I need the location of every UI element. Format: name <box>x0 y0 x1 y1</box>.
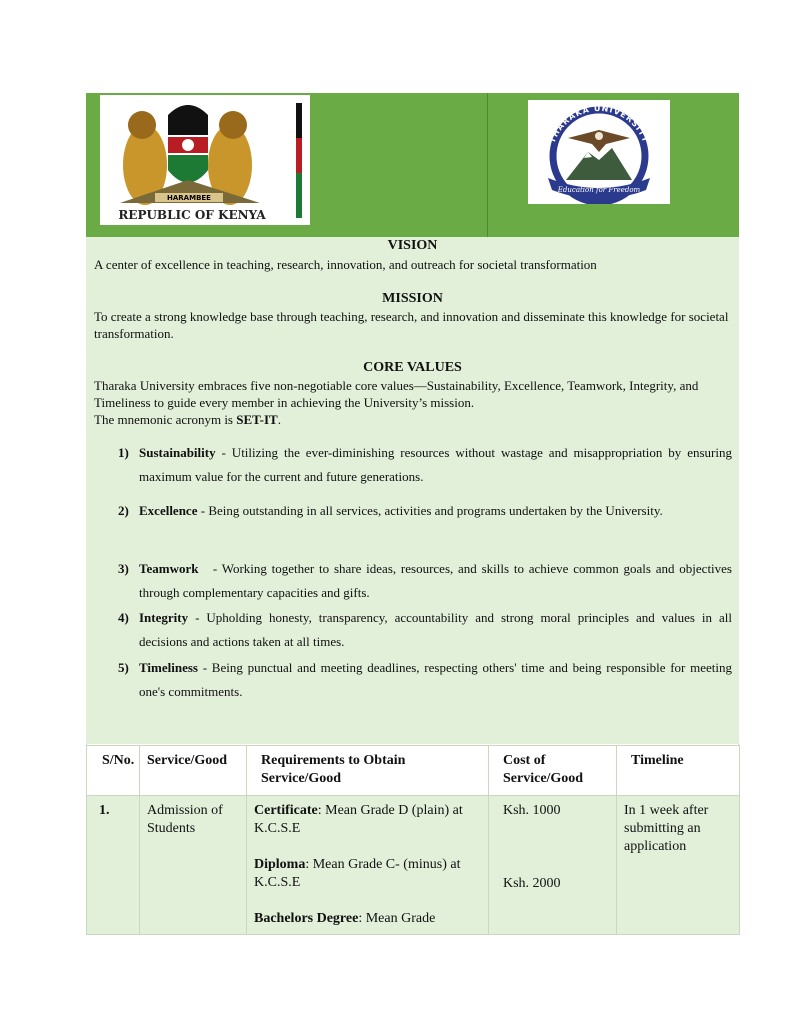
cell-sno: 1. <box>87 796 140 935</box>
column-header-timeline: Timeline <box>617 746 740 796</box>
acronym-line <box>94 411 734 428</box>
acronym-suffix: . <box>277 412 281 427</box>
core-value-description: - Being outstanding in all services, activities and programs undertaken by the University. <box>197 503 663 518</box>
core-value-item <box>118 499 732 523</box>
core-value-item <box>118 441 732 489</box>
requirement-label: Bachelors Degree <box>254 911 359 926</box>
cost-certificate: Ksh. 1000 <box>503 803 561 818</box>
cell-cost <box>489 796 617 935</box>
cell-service: Admission of Students <box>140 796 247 935</box>
acronym: SET-IT <box>236 412 278 427</box>
core-value-term: Timeliness <box>139 660 198 675</box>
coat-of-arms-icon <box>100 95 310 225</box>
core-value-term: Sustainability <box>139 445 216 460</box>
core-value-number: 3) <box>118 561 129 576</box>
core-value-term: Teamwork <box>139 561 199 576</box>
requirement-text: : Mean Grade C- (minus) at K.C.S.E <box>254 857 461 890</box>
core-value-term: Excellence <box>139 503 198 518</box>
table-row <box>87 796 740 935</box>
column-header-requirements: Requirements to Obtain Service/Good <box>247 746 489 796</box>
requirement-diploma <box>254 856 481 892</box>
core-value-description: - Working together to share ideas, resources, and skills to achieve common goals and objectives through complementary capacities and gifts. <box>139 561 736 600</box>
tharaka-university-logo <box>528 100 670 204</box>
requirement-bachelors <box>254 910 481 928</box>
vision-heading: VISION <box>387 238 438 253</box>
university-motto: Education for Freedom <box>558 186 641 194</box>
service-charter-table <box>86 745 740 935</box>
kenya-motto: HARAMBEE <box>167 194 211 202</box>
requirement-certificate <box>254 802 481 838</box>
core-value-item <box>118 656 732 704</box>
core-value-description: - Upholding honesty, transparency, accountability and strong moral principles and values in all decisions and actions taken at all times. <box>139 610 732 649</box>
acronym-prefix: The mnemonic acronym is <box>94 412 237 427</box>
university-logo-cell <box>488 93 739 237</box>
core-value-item <box>118 557 736 605</box>
requirement-text: : Mean Grade D (plain) at K.C.S.E <box>254 803 463 836</box>
mission-text: To create a strong knowledge base through teaching, research, and innovation and disseminate this knowledge for societal transformation. <box>94 309 729 341</box>
core-value-number: 4) <box>118 610 129 625</box>
core-value-description: - Being punctual and meeting deadlines, respecting others' time and being responsible for meeting one's commitments. <box>139 660 732 699</box>
vision-text: A center of excellence in teaching, research, innovation, and outreach for societal transformation <box>94 257 597 272</box>
kenya-coat-of-arms-logo <box>100 95 310 225</box>
core-value-description: - Utilizing the ever-diminishing resources without wastage and misappropriation by ensuring maximum value for the current and future generations. <box>139 445 732 484</box>
core-value-number: 1) <box>118 445 129 460</box>
logo-banner <box>86 93 739 237</box>
core-value-number: 2) <box>118 503 129 518</box>
university-arc-text: THARAKA UNIVERSITY <box>548 103 651 145</box>
core-values-intro: Tharaka University embraces five non-negotiable core values—Sustainability, Excellence, Teamwork, Integrity, and Timeliness to guide every member in achieving the University’s mission. <box>94 378 699 410</box>
kenya-logo-cell <box>86 93 488 237</box>
column-header-cost: Cost of Service/Good <box>489 746 617 796</box>
cell-requirements <box>247 796 489 935</box>
requirement-text: : Mean Grade <box>358 911 436 926</box>
core-value-term: Integrity <box>139 610 189 625</box>
university-crest-icon <box>528 100 670 204</box>
requirement-label: Diploma <box>254 857 306 872</box>
core-values-heading: CORE VALUES <box>363 360 462 375</box>
core-value-item <box>118 606 732 654</box>
core-value-number: 5) <box>118 660 129 675</box>
column-header-service: Service/Good <box>140 746 247 796</box>
mission-heading: MISSION <box>382 291 443 306</box>
requirement-label: Certificate <box>254 803 318 818</box>
table-header-row <box>87 746 740 796</box>
kenya-logo-text: REPUBLIC OF KENYA <box>118 208 266 222</box>
cost-diploma: Ksh. 2000 <box>503 876 561 891</box>
cell-timeline: In 1 week after submitting an application <box>617 796 740 935</box>
column-header-sno: S/No. <box>87 746 140 796</box>
